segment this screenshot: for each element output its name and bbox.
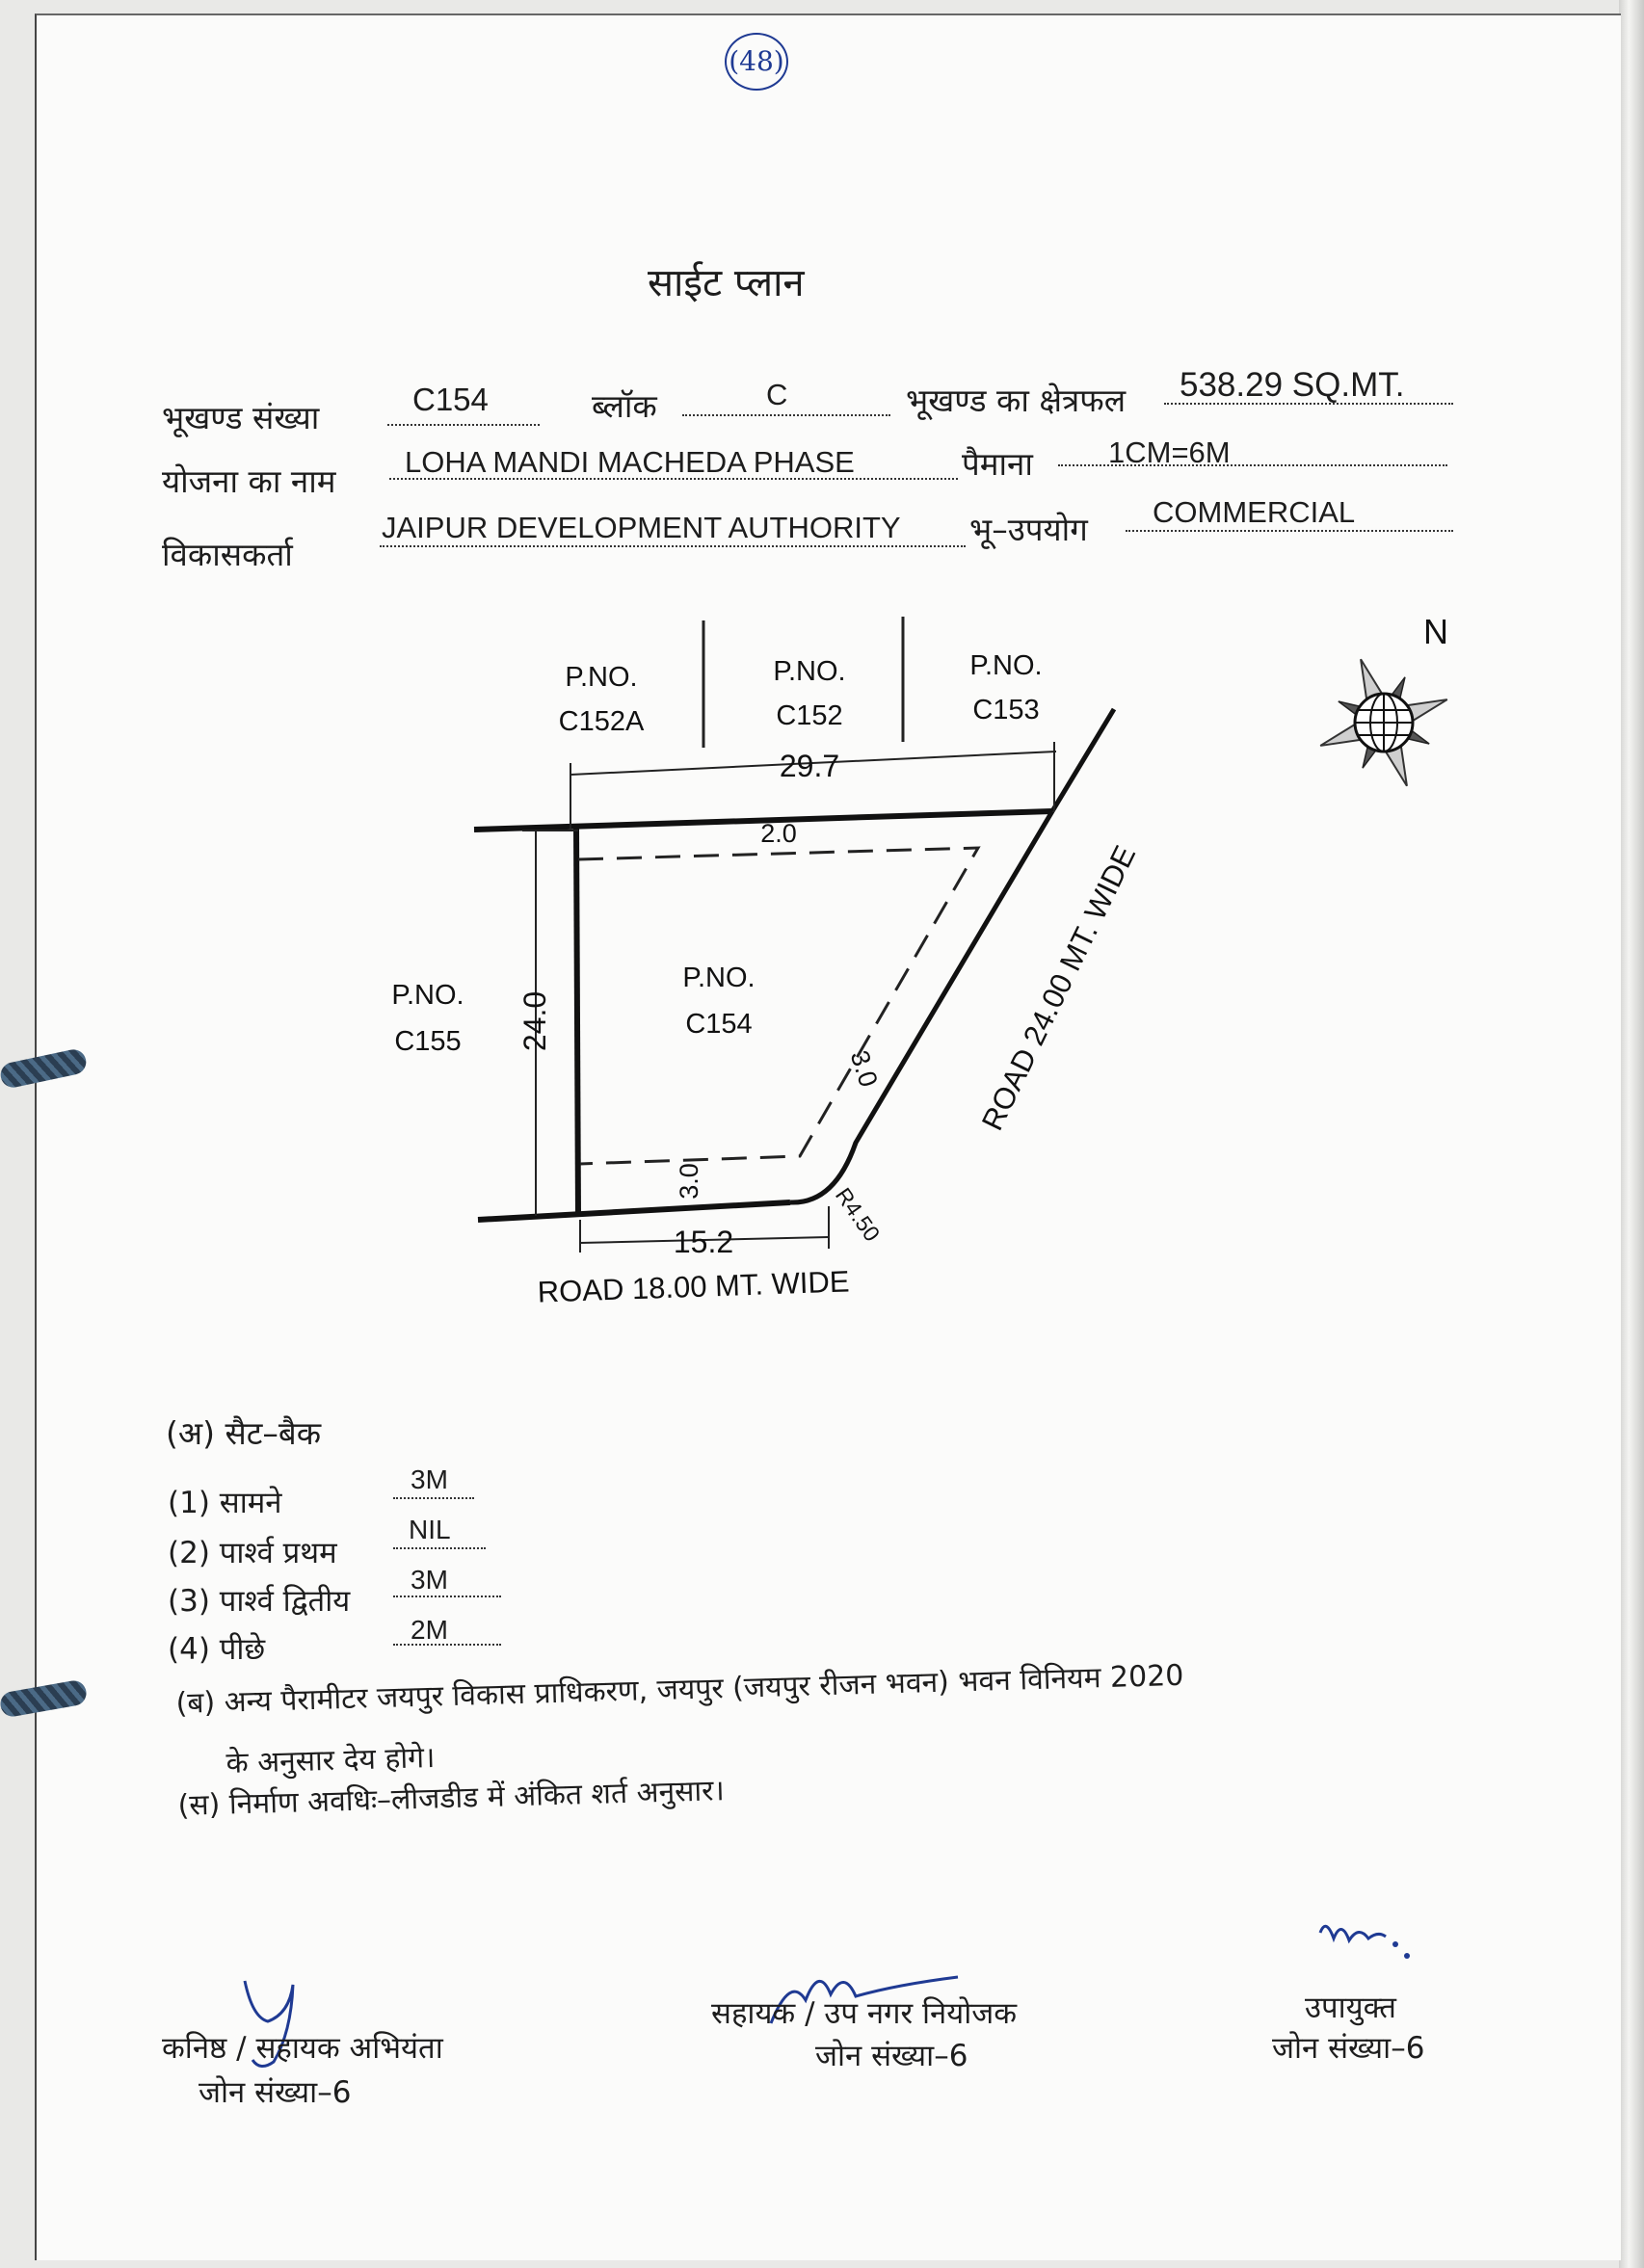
area-label: भूखण्ड का क्षेत्रफल: [906, 382, 1127, 419]
dim-top-setback-label: 2.0: [760, 819, 797, 848]
plot-no-value: C154: [412, 382, 489, 417]
road-right-label: ROAD 24.00 MT. WIDE: [974, 840, 1143, 1136]
label-pno-c154: P.NO.: [682, 963, 756, 993]
label-c154: C154: [685, 1009, 753, 1040]
setback-item-value: NIL: [409, 1515, 451, 1544]
dim-diag-setback-label: 3.0: [844, 1046, 884, 1091]
label-c152a: C152A: [558, 706, 645, 737]
signature-left-title: कनिष्ठ / सहायक अभियंता: [162, 2031, 443, 2066]
label-c155: C155: [394, 1026, 462, 1057]
setback-line: [578, 848, 978, 1164]
note-c-line: (स) निर्माण अवधिः–लीजडीड में अंकित शर्त अनुसार।: [177, 1774, 726, 1823]
label-pno-c155: P.NO.: [391, 980, 464, 1011]
label-pno-c152a: P.NO.: [565, 662, 638, 693]
setback-item-dots: [393, 1547, 486, 1549]
page-number-stamp: (48): [725, 33, 788, 91]
setback-item-dots: [393, 1644, 501, 1646]
plot-bottom-boundary: [478, 1202, 790, 1220]
label-c152: C152: [776, 700, 843, 731]
setback-item-label: (2) पार्श्व प्रथम: [168, 1536, 337, 1570]
signature-left-zone: जोन संख्या–6: [199, 2075, 352, 2110]
setback-item-value: 3M: [411, 1565, 448, 1595]
road-24-edge-upper: [1052, 709, 1114, 811]
setback-item-label: (4) पीछे: [168, 1632, 266, 1667]
plot-left-boundary: [576, 827, 578, 1216]
dim-left-label: 24.0: [517, 990, 552, 1052]
dim-bottom-label: 15.2: [673, 1225, 734, 1259]
setback-heading: (अ) सैट–बैक: [166, 1414, 322, 1452]
setback-item-dots: [393, 1596, 501, 1597]
developer-value: JAIPUR DEVELOPMENT AUTHORITY: [382, 511, 901, 544]
label-c153: C153: [972, 695, 1040, 725]
label-pno-c152: P.NO.: [773, 656, 846, 687]
block-value: C: [766, 378, 788, 411]
block-label: ब्लॉक: [592, 387, 657, 425]
signature-right-zone: जोन संख्या–6: [1272, 2031, 1425, 2066]
radius-label: R4.50: [830, 1182, 886, 1247]
page-title: साईट प्लान: [648, 261, 805, 305]
setback-item-dots: [393, 1497, 474, 1499]
signature-middle-title: सहायक / उप नगर नियोजक: [711, 1996, 1018, 2031]
signature-right-icon: [1320, 1926, 1386, 1940]
scheme-value: LOHA MANDI MACHEDA PHASE: [405, 445, 855, 479]
plot-no-label: भूखण्ड संख्या: [162, 399, 320, 436]
setback-item-value: 2M: [411, 1615, 448, 1645]
plot-diagonal-boundary: [790, 811, 1052, 1202]
scale-label: पैमाना: [962, 445, 1033, 483]
scale-value: 1CM=6M: [1108, 435, 1231, 469]
dim-top-label: 29.7: [779, 749, 840, 783]
road-bottom-label: ROAD 18.00 MT. WIDE: [537, 1264, 851, 1309]
compass-rose-icon: [1297, 636, 1470, 808]
dim-bottom-setback-label: 3.0: [675, 1163, 703, 1200]
setback-item-label: (3) पार्श्व द्वितीय: [168, 1584, 351, 1619]
north-label: N: [1423, 612, 1448, 651]
signature-right-title: उपायुक्त: [1305, 1991, 1396, 2025]
scheme-label: योजना का नाम: [162, 462, 336, 500]
label-pno-c153: P.NO.: [969, 650, 1043, 681]
note-b-line1: (ब) अन्य पैरामीटर जयपुर विकास प्राधिकरण, जयपुर (जयपुर रीजन भवन) भवन विनियम 2020: [175, 1658, 1184, 1721]
signature-middle-zone: जोन संख्या–6: [815, 2039, 968, 2073]
developer-label: विकासकर्ता: [162, 536, 293, 573]
area-value: 538.29 SQ.MT.: [1180, 366, 1405, 404]
note-b-line2: के अनुसार देय होगे।: [225, 1740, 436, 1780]
setback-item-value: 3M: [411, 1464, 448, 1494]
landuse-value: COMMERCIAL: [1153, 495, 1356, 529]
landuse-label: भू–उपयोग: [969, 511, 1088, 548]
setback-item-label: (1) सामने: [168, 1486, 282, 1520]
